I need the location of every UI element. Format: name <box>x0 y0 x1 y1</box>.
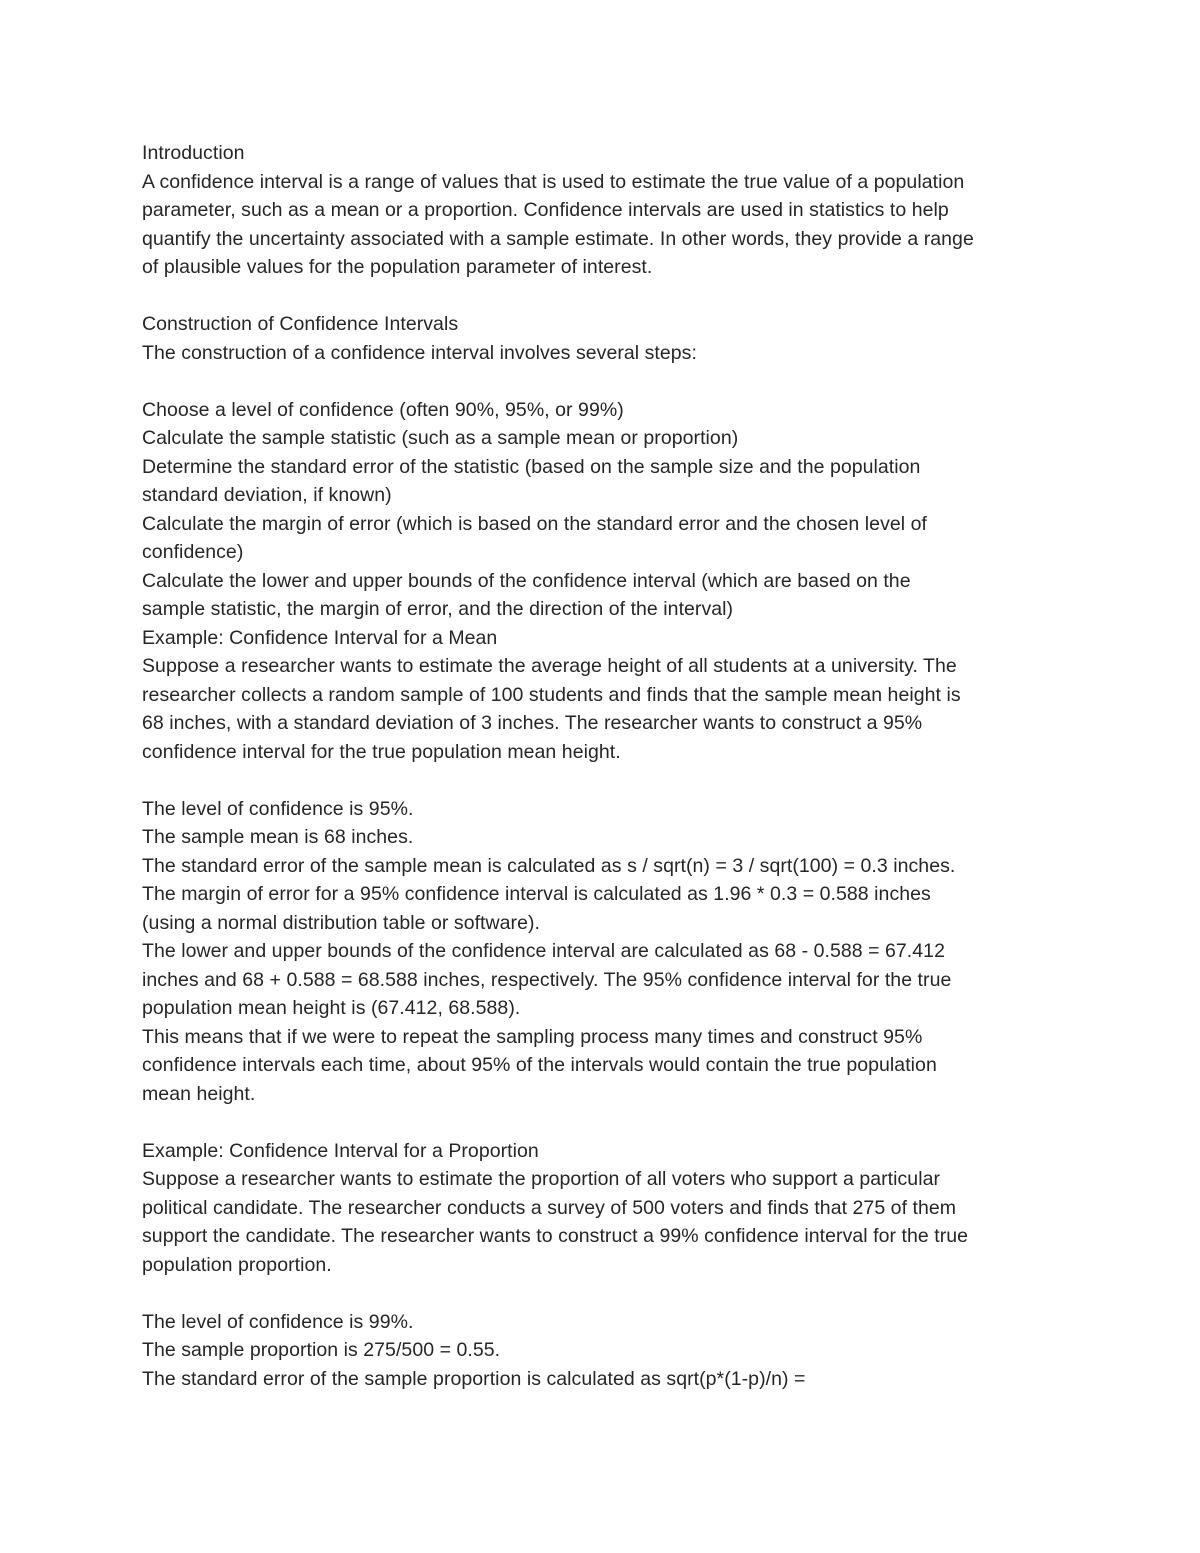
text-line: The margin of error for a 95% confidence interval is calculated as 1.96 * 0.3 = 0.588 inches <box>142 883 931 905</box>
text-line: The lower and upper bounds of the confidence interval are calculated as 68 - 0.588 = 67.412 <box>142 940 945 962</box>
text-line: The sample proportion is 275/500 = 0.55. <box>142 1339 501 1361</box>
text-line: The construction of a confidence interval involves several steps: <box>142 341 697 364</box>
text-line: parameter, such as a mean or a proportion. Confidence intervals are used in statistics to help <box>142 199 949 221</box>
heading-construction: Construction of Confidence Intervals <box>142 313 459 335</box>
heading-introduction: Introduction <box>142 142 245 164</box>
heading-example-proportion: Example: Confidence Interval for a Proportion <box>142 1139 539 1162</box>
text-line: support the candidate. The researcher wants to construct a 99% confidence interval for the true <box>142 1225 969 1247</box>
text-line: Suppose a researcher wants to estimate the average height of all students at a university. The <box>142 655 957 677</box>
blank-line <box>142 1108 1072 1137</box>
text-line: confidence intervals each time, about 95% of the intervals would contain the true population <box>142 1054 937 1076</box>
document-body <box>142 139 1072 1393</box>
text-line: mean height. <box>142 1082 256 1105</box>
text-line: inches and 68 + 0.588 = 68.588 inches, respectively. The 95% confidence interval for the true <box>142 968 952 991</box>
text-line: quantify the uncertainty associated with a sample estimate. In other words, they provide a range <box>142 227 974 250</box>
text-line: population proportion. <box>142 1253 332 1276</box>
text-line: The sample mean is 68 inches. <box>142 826 414 848</box>
blank-line <box>142 1279 1072 1308</box>
text-line: The level of confidence is 99%. <box>142 1310 414 1333</box>
step-line: Determine the standard error of the statistic (based on the sample size and the population <box>142 455 921 478</box>
text-line: researcher collects a random sample of 100 students and finds that the sample mean height is <box>142 683 961 706</box>
step-line: Calculate the lower and upper bounds of the confidence interval (which are based on the <box>142 569 911 592</box>
text-line: A confidence interval is a range of values that is used to estimate the true value of a population <box>142 170 965 193</box>
heading-example-mean: Example: Confidence Interval for a Mean <box>142 626 498 649</box>
text-line: This means that if we were to repeat the sampling process many times and construct 95% <box>142 1025 923 1048</box>
step-line: Calculate the margin of error (which is based on the standard error and the chosen level of <box>142 512 927 535</box>
blank-line <box>142 766 1072 795</box>
text-line: 68 inches, with a standard deviation of 3 inches. The researcher wants to construct a 95% <box>142 712 923 734</box>
text-line: The standard error of the sample mean is calculated as s / sqrt(n) = 3 / sqrt(100) = 0.3 inches. <box>142 854 956 877</box>
text-line: confidence interval for the true population mean height. <box>142 740 621 763</box>
text-line: The standard error of the sample proportion is calculated as sqrt(p*(1-p)/n) = <box>142 1367 806 1390</box>
text-line: population mean height is (67.412, 68.588). <box>142 997 521 1019</box>
step-line: confidence) <box>142 541 244 563</box>
step-line: sample statistic, the margin of error, and the direction of the interval) <box>142 598 734 620</box>
text-line: political candidate. The researcher conducts a survey of 500 voters and finds that 275 of them <box>142 1196 957 1219</box>
step-line: Choose a level of confidence (often 90%, 95%, or 99%) <box>142 398 624 421</box>
text-line: The level of confidence is 95%. <box>142 797 414 820</box>
step-line: standard deviation, if known) <box>142 484 392 506</box>
blank-line <box>142 367 1072 396</box>
blank-line <box>142 282 1072 311</box>
text-line: of plausible values for the population parameter of interest. <box>142 256 653 278</box>
text-line: Suppose a researcher wants to estimate the proportion of all voters who support a particular <box>142 1168 941 1190</box>
step-line: Calculate the sample statistic (such as a sample mean or proportion) <box>142 427 739 449</box>
text-line: (using a normal distribution table or software). <box>142 911 540 934</box>
